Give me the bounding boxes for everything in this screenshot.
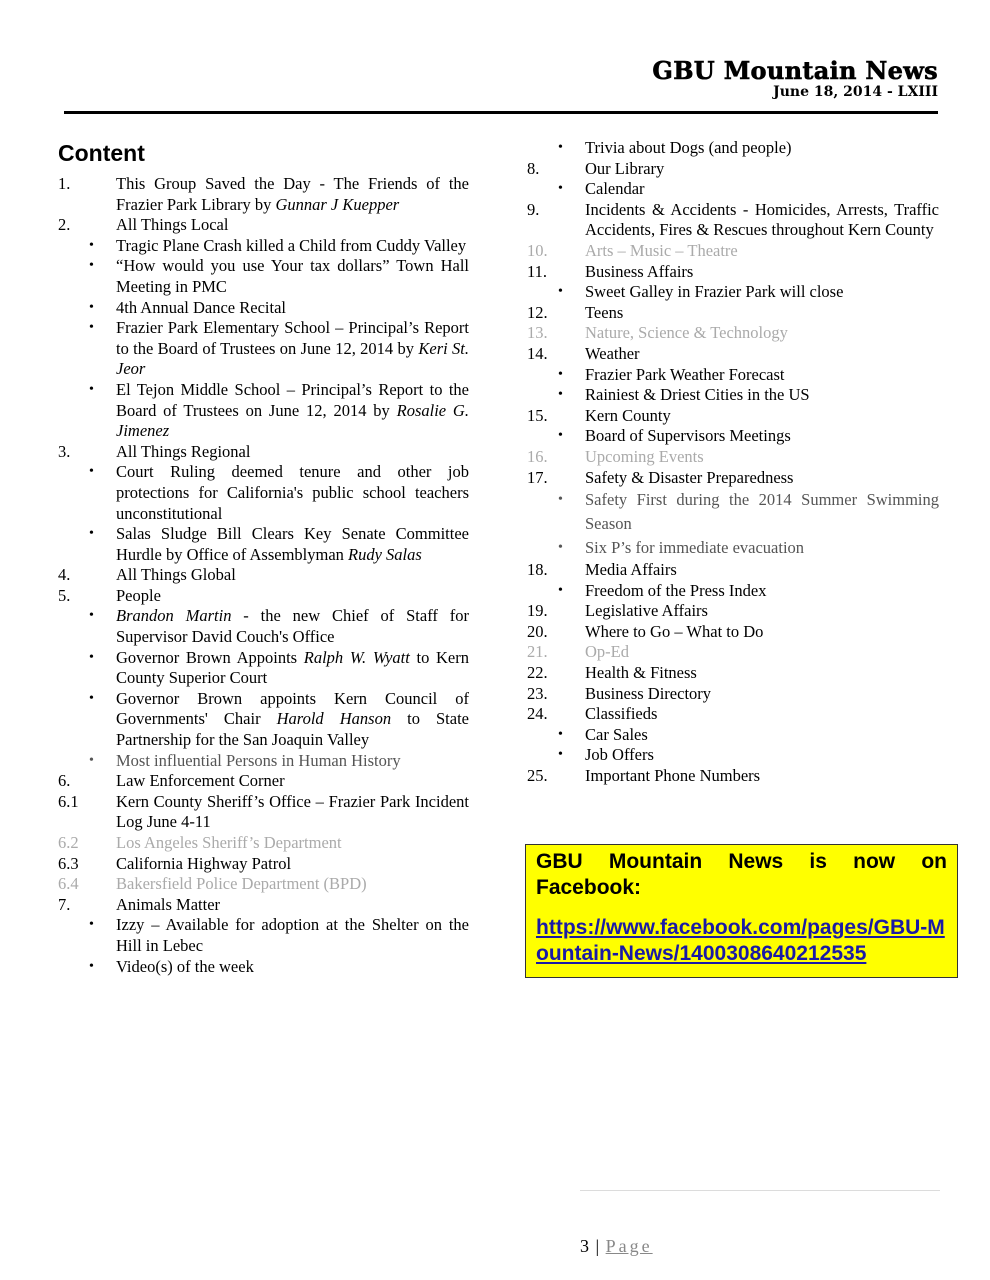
contents-bullet-item: [58, 318, 469, 380]
bullet-icon: •: [89, 464, 94, 480]
item-number: 14.: [527, 343, 548, 363]
contents-bullet-item: [58, 236, 469, 257]
item-text: Business Directory: [585, 683, 712, 703]
contents-numbered-item: [58, 895, 469, 916]
header-rule: [64, 111, 938, 114]
newsletter-header: [652, 58, 938, 100]
item-text: Our Library: [585, 158, 665, 178]
contents-numbered-item: [58, 586, 469, 607]
item-text: All Things Regional: [116, 441, 251, 461]
item-text: Health & Fitness: [585, 663, 697, 683]
item-text: Legislative Affairs: [585, 601, 708, 621]
bullet-icon: •: [89, 237, 94, 253]
item-number: 5.: [58, 585, 71, 605]
page-number: 3: [580, 1236, 590, 1256]
item-text: Sweet Galley in Frazier Park will close: [585, 282, 844, 302]
contents-numbered-item: [527, 200, 939, 241]
item-number: 23.: [527, 683, 548, 703]
item-text: People: [116, 585, 161, 605]
bullet-icon: •: [558, 582, 563, 598]
contents-list-right: [527, 138, 939, 787]
item-text: Frazier Park Elementary School – Principal’s Report to the Board of Trustees on June 12, 2014 by Keri St. Jeor: [116, 318, 469, 379]
page-label: Page: [605, 1236, 653, 1256]
contents-numbered-item: [58, 771, 469, 792]
contents-bullet-item: [58, 689, 469, 751]
item-number: 6.2: [58, 833, 79, 852]
item-text: Freedom of the Press Index: [585, 580, 767, 600]
item-text: Where to Go – What to Do: [585, 621, 764, 641]
item-text: Important Phone Numbers: [585, 766, 761, 786]
contents-numbered-item: [58, 442, 469, 463]
item-number: 8.: [527, 158, 540, 178]
bullet-icon: •: [89, 299, 94, 315]
item-number: 10.: [527, 240, 548, 260]
item-text: Rainiest & Driest Cities in the US: [585, 385, 810, 405]
contents-numbered-item: [527, 447, 939, 468]
bullet-icon: •: [89, 608, 94, 624]
item-text: Kern County: [585, 405, 671, 425]
item-text: Board of Supervisors Meetings: [585, 426, 791, 446]
item-number: 16.: [527, 446, 548, 466]
contents-numbered-item: [527, 560, 939, 581]
contents-numbered-item: [58, 874, 469, 895]
contents-numbered-item: [527, 468, 939, 489]
newsletter-title: GBU Mountain News: [652, 56, 938, 85]
item-text: All Things Local: [116, 215, 229, 235]
bullet-icon: •: [89, 958, 94, 974]
contents-numbered-item: [527, 303, 939, 324]
contents-numbered-item: [527, 704, 939, 725]
contents-numbered-item: [527, 622, 939, 643]
item-number: 6.: [58, 771, 71, 791]
item-text: Weather: [585, 343, 640, 363]
item-text: California Highway Patrol: [116, 853, 292, 873]
item-number: 9.: [527, 199, 540, 219]
contents-bullet-item: [58, 298, 469, 319]
page-footer: [580, 1236, 653, 1257]
contents-numbered-item: [527, 406, 939, 427]
item-number: 17.: [527, 467, 548, 487]
item-number: 6.4: [58, 874, 79, 894]
contents-numbered-item: [58, 833, 469, 854]
contents-numbered-item: [527, 344, 939, 365]
item-number: 1.: [58, 174, 71, 193]
item-text: Arts – Music – Theatre: [585, 240, 738, 260]
item-number: 21.: [527, 642, 548, 662]
contents-numbered-item: [527, 241, 939, 262]
item-text: Izzy – Available for adoption at the Shelter on the Hill in Lebec: [116, 915, 469, 955]
item-text: Safety First during the 2014 Summer Swimming Season: [585, 490, 939, 534]
contents-bullet-item: [58, 462, 469, 524]
contents-numbered-item: [58, 792, 469, 833]
item-number: 15.: [527, 405, 548, 425]
bullet-icon: •: [558, 387, 563, 403]
contents-bullet-item: [527, 365, 939, 386]
bullet-icon: •: [558, 428, 563, 444]
contents-bullet-item: [527, 581, 939, 602]
item-text: Los Angeles Sheriff’s Department: [116, 833, 342, 852]
contents-bullet-item: [527, 536, 939, 560]
item-text: Most influential Persons in Human History: [116, 750, 401, 770]
item-text: Trivia about Dogs (and people): [585, 138, 792, 157]
contents-numbered-item: [527, 323, 939, 344]
item-number: 11.: [527, 261, 548, 281]
contents-bullet-item: [58, 957, 469, 978]
item-text: Bakersfield Police Department (BPD): [116, 874, 367, 894]
contents-bullet-item: [527, 426, 939, 447]
content-heading: Content: [58, 140, 145, 166]
contents-numbered-item: [58, 174, 469, 215]
contents-bullet-item: [527, 725, 939, 746]
item-text: Governor Brown Appoints Ralph W. Wyatt to Kern County Superior Court: [116, 647, 469, 688]
bullet-icon: •: [89, 917, 94, 933]
contents-bullet-item: [58, 256, 469, 297]
bullet-icon: •: [558, 540, 563, 556]
contents-bullet-item: [58, 606, 469, 647]
item-text: Brandon Martin - the new Chief of Staff for Supervisor David Couch's Office: [116, 606, 469, 647]
item-number: 7.: [58, 894, 71, 914]
item-text: Op-Ed: [585, 642, 629, 662]
item-number: 24.: [527, 704, 548, 724]
item-text: Animals Matter: [116, 894, 221, 914]
item-text: “How would you use Your tax dollars” Town Hall Meeting in PMC: [116, 256, 469, 296]
footer-rule: [580, 1190, 940, 1191]
item-number: 22.: [527, 663, 548, 683]
bullet-icon: •: [89, 381, 94, 397]
bullet-icon: •: [89, 649, 94, 665]
facebook-link[interactable]: https://www.facebook.com/pages/GBU-Mountain-News/1400308640212535: [536, 916, 945, 965]
item-text: Salas Sludge Bill Clears Key Senate Committee Hurdle by Office of Assemblyman Rudy Salas: [116, 524, 469, 564]
contents-numbered-item: [527, 159, 939, 180]
facebook-callout: [525, 844, 958, 978]
contents-numbered-item: [527, 766, 939, 787]
item-text: Governor Brown appoints Kern Council of Governments' Chair Harold Hanson to State Partnership for the San Joaquin Valley: [116, 688, 469, 750]
item-text: Media Affairs: [585, 560, 677, 580]
item-text: Classifieds: [585, 704, 658, 724]
contents-numbered-item: [527, 601, 939, 622]
facebook-callout-text: GBU Mountain News is now on Facebook:: [536, 850, 947, 899]
contents-numbered-item: [58, 215, 469, 236]
item-text: Six P’s for immediate evacuation: [585, 538, 805, 558]
bullet-icon: •: [89, 258, 94, 274]
contents-bullet-item: [58, 915, 469, 956]
contents-right-column: [527, 138, 939, 787]
contents-bullet-item: [58, 524, 469, 565]
item-number: 3.: [58, 441, 71, 461]
item-number: 13.: [527, 323, 548, 343]
item-text: All Things Global: [116, 565, 236, 585]
item-number: 6.1: [58, 791, 79, 811]
item-text: Teens: [585, 302, 624, 322]
item-text: El Tejon Middle School – Principal’s Report to the Board of Trustees on June 12, 2014 by Rosalie G. Jimenez: [116, 379, 469, 441]
contents-numbered-item: [527, 684, 939, 705]
contents-bullet-item: [58, 751, 469, 772]
bullet-icon: •: [558, 181, 563, 197]
contents-bullet-item: [527, 179, 939, 200]
item-text: Incidents & Accidents - Homicides, Arrests, Traffic Accidents, Fires & Rescues throughout Kern County: [585, 199, 939, 240]
item-text: Business Affairs: [585, 261, 694, 281]
item-text: Kern County Sheriff’s Office – Frazier Park Incident Log June 4-11: [116, 791, 469, 832]
item-text: Nature, Science & Technology: [585, 323, 788, 343]
item-text: 4th Annual Dance Recital: [116, 297, 286, 317]
item-text: Upcoming Events: [585, 446, 704, 466]
bullet-icon: •: [89, 690, 94, 706]
item-text: This Group Saved the Day - The Friends of the Frazier Park Library by Gunnar J Kuepper: [116, 174, 469, 214]
item-text: Job Offers: [585, 745, 654, 765]
bullet-icon: •: [89, 752, 94, 768]
item-number: 20.: [527, 621, 548, 641]
item-number: 25.: [527, 766, 548, 786]
item-text: Frazier Park Weather Forecast: [585, 364, 785, 384]
item-text: Tragic Plane Crash killed a Child from Cuddy Valley: [116, 235, 467, 255]
issue-date: June 18, 2014 - LXIII: [773, 84, 938, 100]
item-number: 6.3: [58, 853, 79, 873]
contents-bullet-item: [58, 380, 469, 442]
contents-numbered-item: [527, 262, 939, 283]
bullet-icon: •: [89, 320, 94, 336]
item-text: Court Ruling deemed tenure and other job protections for California's public school teachers unconstitutional: [116, 462, 469, 523]
item-text: Video(s) of the week: [116, 956, 254, 976]
bullet-icon: •: [558, 747, 563, 763]
item-text: Law Enforcement Corner: [116, 771, 285, 791]
footer-separator: |: [595, 1236, 601, 1256]
item-number: 12.: [527, 302, 548, 322]
contents-numbered-item: [527, 663, 939, 684]
bullet-icon: •: [558, 492, 563, 508]
contents-numbered-item: [58, 854, 469, 875]
contents-numbered-item: [58, 565, 469, 586]
item-text: Safety & Disaster Preparedness: [585, 467, 794, 487]
bullet-icon: •: [558, 284, 563, 300]
item-number: 4.: [58, 565, 71, 585]
item-text: Car Sales: [585, 724, 648, 744]
contents-left-column: [58, 138, 469, 977]
bullet-icon: •: [558, 140, 563, 155]
item-number: 19.: [527, 601, 548, 621]
contents-bullet-item: [527, 138, 939, 159]
contents-bullet-item: [527, 282, 939, 303]
contents-numbered-item: [527, 642, 939, 663]
item-number: 18.: [527, 560, 548, 580]
bullet-icon: •: [89, 526, 94, 542]
item-text: Calendar: [585, 179, 645, 199]
contents-bullet-item: [58, 648, 469, 689]
item-number: 2.: [58, 215, 71, 235]
contents-bullet-item: [527, 745, 939, 766]
bullet-icon: •: [558, 366, 563, 382]
contents-bullet-item: [527, 385, 939, 406]
contents-list-left: [58, 174, 469, 977]
bullet-icon: •: [558, 726, 563, 742]
contents-bullet-item: [527, 488, 939, 536]
